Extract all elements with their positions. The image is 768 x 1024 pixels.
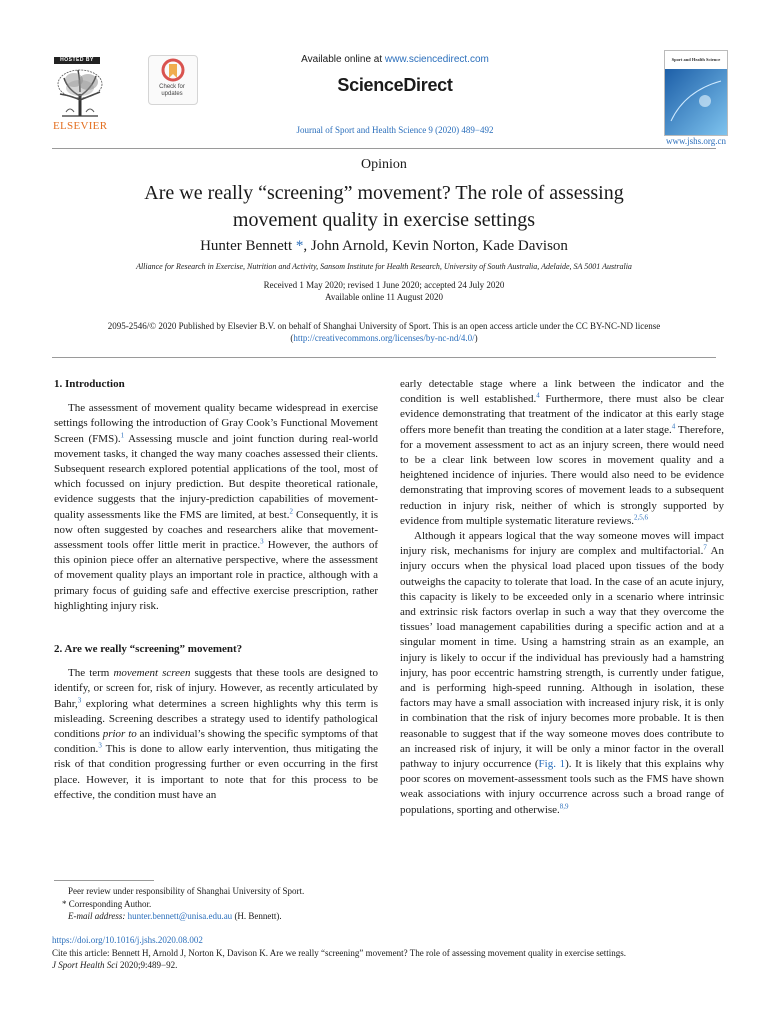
right-column <box>400 377 724 818</box>
journal-website-link[interactable]: www.jshs.org.cn <box>666 136 726 146</box>
corresponding-author-note: * Corresponding Author. <box>62 898 152 909</box>
article-title-line-1: Are we really “screening” movement? The role of assessing <box>144 182 624 204</box>
doi-link[interactable]: https://doi.org/10.1016/j.jshs.2020.08.002 <box>52 935 203 945</box>
footnote-divider <box>54 880 154 881</box>
email-note <box>68 910 378 923</box>
elsevier-tree-logo <box>54 66 106 120</box>
license-link[interactable]: http://creativecommons.org/licenses/by-nc-nd/4.0/ <box>293 333 475 343</box>
citation-link[interactable]: 4 <box>671 421 676 430</box>
copyright-text: 2095-2546/© 2020 Published by Elsevier B.V. on behalf of Shanghai University of Sport. This is an open access article under the CC BY-NC-ND license <box>107 321 661 331</box>
introduction-paragraph: The assessment of movement quality became widespread in exercise settings following the introduction of Gray Cook’s Functional Movement Screen (FMS).$^1$ Assessing muscle and joint function during real-world movement tasks, it changed the way many coaches assessed their clients. Subsequent research explored potential applications of the tool, most of which focussed on injury prediction. But despite theoretical rationale, evidence suggests that the injury-prediction capabilities of movement-quality assessments like the FMS are limited, at best.$^2$ Consequently, it is now often suggested by coaches and researchers alike that movement-assessment tools offer little merit in practice.$^3$ However, the authors of this opinion piece offer an alternative perspective, where the assessment of movement quality plays an important role in practice, although with a primary focus of guiding safe and effective exercise prescription, rather highlighting injury risk. <box>54 402 378 612</box>
corresponding-author-marker[interactable]: * <box>292 238 304 254</box>
license-close-paren: ) <box>474 333 478 343</box>
email-label: E-mail address: <box>68 911 128 921</box>
citation-link[interactable]: 7 <box>703 543 707 552</box>
elsevier-wordmark: ELSEVIER <box>53 120 108 132</box>
hosted-by-label: HOSTED BY <box>54 57 100 64</box>
abstract-divider <box>52 357 716 358</box>
screening-paragraph-continued: early detectable stage where a link between the indicator and the condition is well established.$^4$ Furthermore, there must also be clear evidence demonstrating that treatment of the indicator at this early stage offers more benefit than treating the condition at a later stage.$^4$ Therefore, for a movement assessment to act as an injury screen, there would need to be a clear link between low scores in movement quality and a heightened incidence of injuries. There would also need to be evidence demonstrating that improving scores of movement leads to a subsequent reduction in injury risk, neither of which is strongly supported by evidence from multiple systematic literature reviews.$^{2,5,6}$ <box>400 378 724 527</box>
license-open-paren: ( <box>290 333 294 343</box>
footnotes <box>62 885 378 923</box>
journal-cover-thumbnail[interactable] <box>664 50 728 136</box>
citation-link[interactable]: 3 <box>77 696 82 704</box>
citation-link[interactable]: 8,9 <box>559 802 569 811</box>
coauthor-names: , John Arnold, Kevin Norton, Kade Davison <box>303 238 568 254</box>
cite-volume: 2020;9:489−92. <box>117 960 178 970</box>
copyright-notice <box>40 320 728 344</box>
article-footer <box>52 934 732 972</box>
article-title <box>84 180 684 234</box>
author-list <box>84 238 684 255</box>
author-email-link[interactable]: hunter.bennett@unisa.edu.au <box>127 911 233 921</box>
available-date: Available online 11 August 2020 <box>325 292 443 302</box>
bookmark-ribbon-icon <box>149 56 197 86</box>
cite-text: Cite this article: Bennett H, Arnold J, Norton K, Davison K. Are we really “screening” movement? The role of assessing movement quality in exercise settings. <box>52 947 626 958</box>
section-heading-introduction: 1. Introduction <box>54 378 125 390</box>
citation-link[interactable]: 4 <box>536 391 540 400</box>
article-dates <box>84 279 684 303</box>
sciencedirect-link[interactable]: www.sciencedirect.com <box>384 54 489 65</box>
injury-mechanism-paragraph: Although it appears logical that the way someone moves will impact injury risk, mechanisms for injury are complex and multifactorial.$^7$ An injury occurs when the physical load placed upon tissues of the body outweighs the capacity to tolerate that load. In the case of an acute injury, this capacity is likely to be exceeded only in a scenario where intrinsic and extrinsic risk factors overlap in such a way that they overcome the tissues’ load management capabilities during a specific action and at a singular moment in time. Using a hamstring strain as an example, an injury is likely to occur if the individual has previously had a hamstring injury, has poor eccentric hamstring strength, is currently under fatigue, and is performing high-speed running. Although in isolation, these factors may have a small association with increased injury risk, it is only in combination that the risk of injury becomes more probable. It is then reasonable to suggest that if the way someone moves does contribute to an increased risk of injury, it will be only a minor factor in the overall pathway to injury occurrence (Fig. 1). It is likely that this explains why poor scores on movement-assessment tools such as the FMS have shown weak associations with injury occurrence across such a broad range of populations, sporting and otherwise.$^{8,9}$ <box>400 530 724 816</box>
citation-link[interactable]: 2 <box>289 506 293 515</box>
figure-1-link[interactable]: Fig. 1 <box>538 758 566 771</box>
citation-link[interactable]: 3 <box>98 741 102 750</box>
screening-paragraph: The term movement screen suggests that these tools are designed to identify, or screen for, risk of injury. However, as recently articulated by Bahr,$^3$ exploring what determines a screen highlights why this term is misleading. Screening describes a strategy used to identify pathological conditions prior to an individual’s showing the specific symptoms of that condition.$^3$ This is done to allow early intervention, thus mitigating the risk of that condition progressing further or even occurring in the first place. However, it is important to note that for this process to be effective, the condition must have an <box>54 667 378 801</box>
cite-this-article <box>52 947 732 972</box>
email-suffix: (H. Bennett). <box>232 911 282 921</box>
cite-journal: J Sport Health Sci <box>52 960 118 970</box>
section-heading-screening: 2. Are we really “screening” movement? <box>54 643 243 656</box>
citation-link[interactable]: 3 <box>260 537 264 546</box>
left-column <box>54 377 378 803</box>
received-dates: Received 1 May 2020; revised 1 June 2020; accepted 24 July 2020 <box>263 280 505 290</box>
sciencedirect-logo: ScienceDirect <box>337 75 453 95</box>
citation-link[interactable]: 1 <box>120 430 125 439</box>
article-title-line-2: movement quality in exercise settings <box>232 209 536 231</box>
affiliation: Alliance for Research in Exercise, Nutrition and Activity, Sansom Institute for Health Research, University of South Australia, Adelaide, SA 5001 Australia <box>136 262 632 271</box>
author-name[interactable]: Hunter Bennett <box>200 238 293 254</box>
check-for-updates-label: Check for updates <box>159 84 185 97</box>
available-online-prefix: Available online at <box>301 54 385 65</box>
citation-link[interactable]: 2,5,6 <box>633 513 648 522</box>
journal-citation[interactable]: Journal of Sport and Health Science 9 (2020) 489−492 <box>296 125 494 135</box>
journal-cover-title: Sport and Health Science <box>671 57 721 62</box>
article-type: Opinion <box>361 157 407 172</box>
available-online-line <box>250 54 540 65</box>
header-divider <box>52 148 716 149</box>
peer-review-note: Peer review under responsibility of Shanghai University of Sport. <box>68 886 305 896</box>
journal-cover-image <box>665 51 727 135</box>
